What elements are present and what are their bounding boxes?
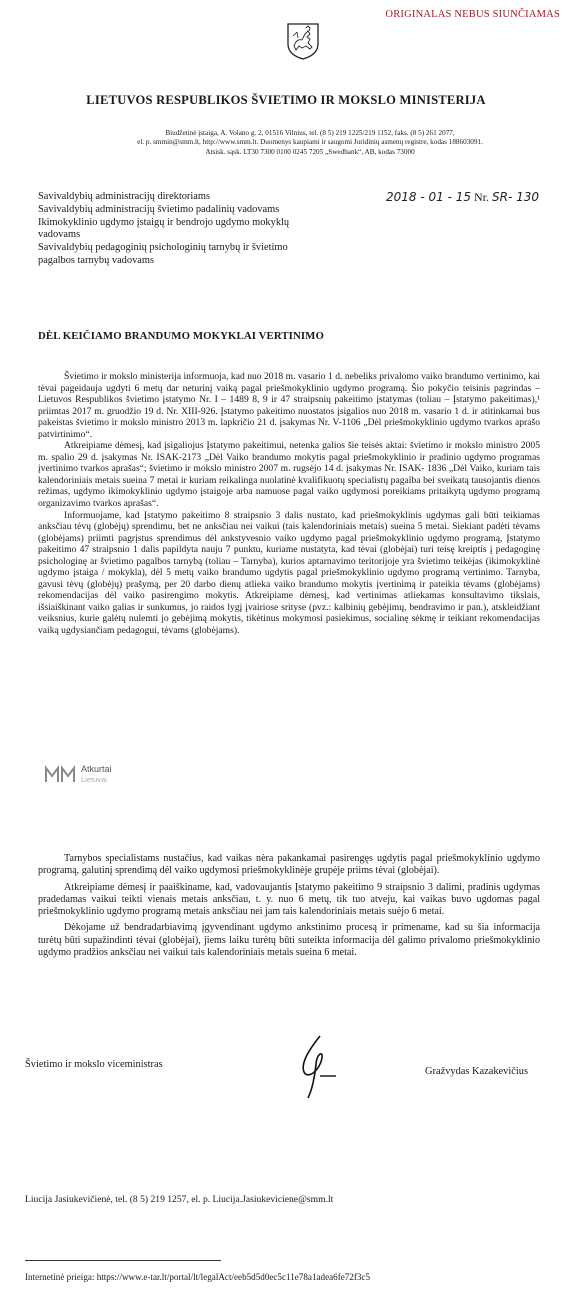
watermark-text: Atkurtai xyxy=(81,764,112,774)
handwritten-date: 2018 - 01 - 15 xyxy=(386,190,471,204)
number-label: Nr. xyxy=(474,190,489,204)
ministry-contacts xyxy=(60,129,560,157)
recipient-item: Savivaldybių administracijų direktoriams xyxy=(38,191,210,202)
body-paragraph: Atkreipiame dėmesį ir paaiškiname, kad, vadovaujantis Įstatymo pakeitimo 9 straipsnio 3 dalimi, pradinis ugdymas pradedamas vaikui teikti vienais metais anksčiau, t. y. nuo 6 metų, tik tuo atveju, kai vaikas buvo ugdomas pagal priešmokyklinio ugdymo programą metais anksčiau nei jam tais kalendoriniais metais suėjo 6 metai. xyxy=(38,881,540,918)
recipient-item: Savivaldybių administracijų švietimo padalinių vadovams xyxy=(38,203,280,215)
footnote-divider xyxy=(25,1260,221,1261)
letter-body-continued xyxy=(38,853,540,963)
footnote-legal-link: Internetinė prieiga: https://www.e-tar.lt/portal/lt/legalAct/eeb5d5d0ec5c11e78a1adea6fe72f3c5 xyxy=(25,1272,371,1282)
original-not-sent-stamp: ORIGINALAS NEBUS SIUNČIAMAS xyxy=(385,9,560,20)
handwritten-signature xyxy=(290,1032,350,1102)
letter-body xyxy=(38,371,540,637)
document-date-number xyxy=(386,190,539,205)
body-paragraph: Atkreipiame dėmesį, kad įsigaliojus Įstatymo pakeitimui, netenka galios šie teisės aktai: švietimo ir mokslo ministro 2005 m. spalio 29 d. įsakymas Nr. ISAK-2173 „Dėl Vaiko brandumo mokytis pagal priešmokyklinio ir pradinio ugdymo programas įvertinimo tvarkos aprašas“; švietimo ir mokslo ministro 2007 m. rugsėjo 14 d. įsakymas Nr. ISAK- 1836 „Dėl Vaiko, kuriam tais kalendoriniais metais sueina 7 metai ir kuriam reikalinga nuolatinė kvalifikuotų specialistų pagalba bei sveikatą tausojantis dienos režimas, ugdymo ikimokyklinio ugdymo įstaigoje arba namuose pagal vaiko ugdymosi poreikiams pritaikytą ugdymo programą organizavimo tvarkos aprašas“. xyxy=(38,440,540,510)
author-contact: Liucija Jasiukevičienė, tel. (8 5) 219 1257, el. p. Liucija.Jasiukeviciene@smm.lt xyxy=(25,1194,334,1205)
contacts-line: Biudžetinė įstaiga, A. Volano g. 2, 01516 Vilnius, tel. (8 5) 219 1225/219 1152, faks. (8 5) 261 2077, xyxy=(165,129,455,137)
signer-position: Švietimo ir mokslo viceministras xyxy=(25,1059,163,1070)
signer-name: Gražvydas Kazakevičius xyxy=(425,1066,528,1077)
recipients-list xyxy=(38,191,318,268)
body-paragraph: Informuojame, kad Įstatymo pakeitimo 8 straipsnio 3 dalis nustato, kad priešmokyklinis ugdymas gali būti teikiamas anksčiau tėvų (globėjų) sprendimu, bet ne anksčiau nei vaikui (tais kalendoriniais metais) sueina 5 metai. Siekiant padėti tėvams (globėjams) priimti pagrįstus sprendimus dėl ankstyvesnio vaiko ugdymo pagal priešmokyklinio ugdymo programą, Įstatymo pakeitimo 47 straipsnio 1 dalis papildyta nauju 7 punktu, kuriame nustatyta, kad tėvai (globėjai) turi teisę kreiptis į pedagoginę psichologinę ar švietimo pagalbos tarnybą (toliau – Tarnyba), kurios aptarnavimo teritorijoje yra švietimo teikėjas (ikimokyklinė ugdymo įstaiga / mokykla), dėl 5 metų vaiko brandumo ugdytis pagal priešmokyklinio ugdymo programą vertinimo. Tarnyba, gavusi tėvų (globėjų) prašymą, per 20 darbo dienų atlieka vaiko brandumo mokytis įvertinimą ir pateikia tėvams (globėjams) rekomendacijas dėl vaiko pasirengimo mokytis. Atkreipiame dėmesį, kad vertinimas atliekamas konsultavimo tikslais, išsiaiškinant vaiko galias ir sunkumus, jo raidos lygį įvairiose srityse (pvz.: kalbinių gebėjimų, bendravimo ir pan.), atskleidžiant veiksnius, kurie galėtų nulemti jo gebėjimą mokytis, tikėtinus mokymosi pasiekimus, socialinę sėkmę ir teikiant rekomendacijas vaiką ugdysiančiam pedagogui, tėvams (globėjams). xyxy=(38,509,540,637)
watermark-subtext: Lietuvai xyxy=(81,775,107,784)
ministry-name: LIETUVOS RESPUBLIKOS ŠVIETIMO IR MOKSLO MINISTERIJA xyxy=(86,93,486,107)
handwritten-number: SR- 130 xyxy=(492,190,540,204)
body-paragraph: Dėkojame už bendradarbiavimą įgyvendinant ugdymo ankstinimo procesą ir primename, kad su šia informacija turėtų būti supažindinti tėvai (globėjai), jiems laiku turėtų būti suteikta informacija dėl galimo privalomo priešmokyklinio ugdymo pradžios anksčiau nei vaikui tais kalendoriniais metais sueina 6 metai. xyxy=(38,922,540,959)
body-paragraph: Tarnybos specialistams nustačius, kad vaikas nėra pakankamai pasirengęs ugdytis pagal priešmokyklinio ugdymo programą, galutinį sprendimą dėl vaiko ugdymosi priešmokyklinėje grupėje priims tėvai (globėjai). xyxy=(38,853,540,877)
contacts-line: el. p. smmin@smm.lt, http://www.smm.lt. Duomenys kaupiami ir saugomi Juridinių asmenų registre, kodas 188603091. xyxy=(137,138,483,147)
body-paragraph: Švietimo ir mokslo ministerija informuoja, kad nuo 2018 m. vasario 1 d. nebeliks privalomo vaiko brandumo vertinimo, kai tėvai pageidauja ugdyti 6 metų dar neturinį vaiką pagal priešmokyklinio ugdymo programą. Šio pokyčio teisinis pagrindas – Lietuvos Respublikos švietimo įstatymo Nr. I – 1489 8, 9 ir 47 straipsnių pakeitimo įstatymas (toliau – Įstatymo pakeitimas),¹ priimtas 2017 m. gruodžio 19 d. Nr. XIII-926. Įstatymo pakeitimo nuostatos įsigalios nuo 2018 m. vasario 1 d. ir atitinkamai bus pakeistas švietimo ir mokslo ministro 2013 m. lapkričio 21 d. įsakymas Nr. V-1106 „Dėl priešmokyklinio ugdymo tvarkos aprašo patvirtinimo“. xyxy=(38,371,540,440)
letter-subject: DĖL KEIČIAMO BRANDUMO MOKYKLAI VERTINIMO xyxy=(38,330,324,342)
recipient-item: Savivaldybių pedagoginių psichologinių tarnybų ir švietimo pagalbos tarnybų vadovams xyxy=(38,242,288,266)
recipient-item: Ikimokyklinio ugdymo įstaigų ir bendrojo ugdymo mokyklų vadovams xyxy=(38,216,290,241)
coat-of-arms-icon xyxy=(286,22,320,60)
contacts-line: Atsisk. sąsk. LT30 7300 0100 0245 7205 „Swedbank“, AB, kodas 73000 xyxy=(205,147,415,156)
